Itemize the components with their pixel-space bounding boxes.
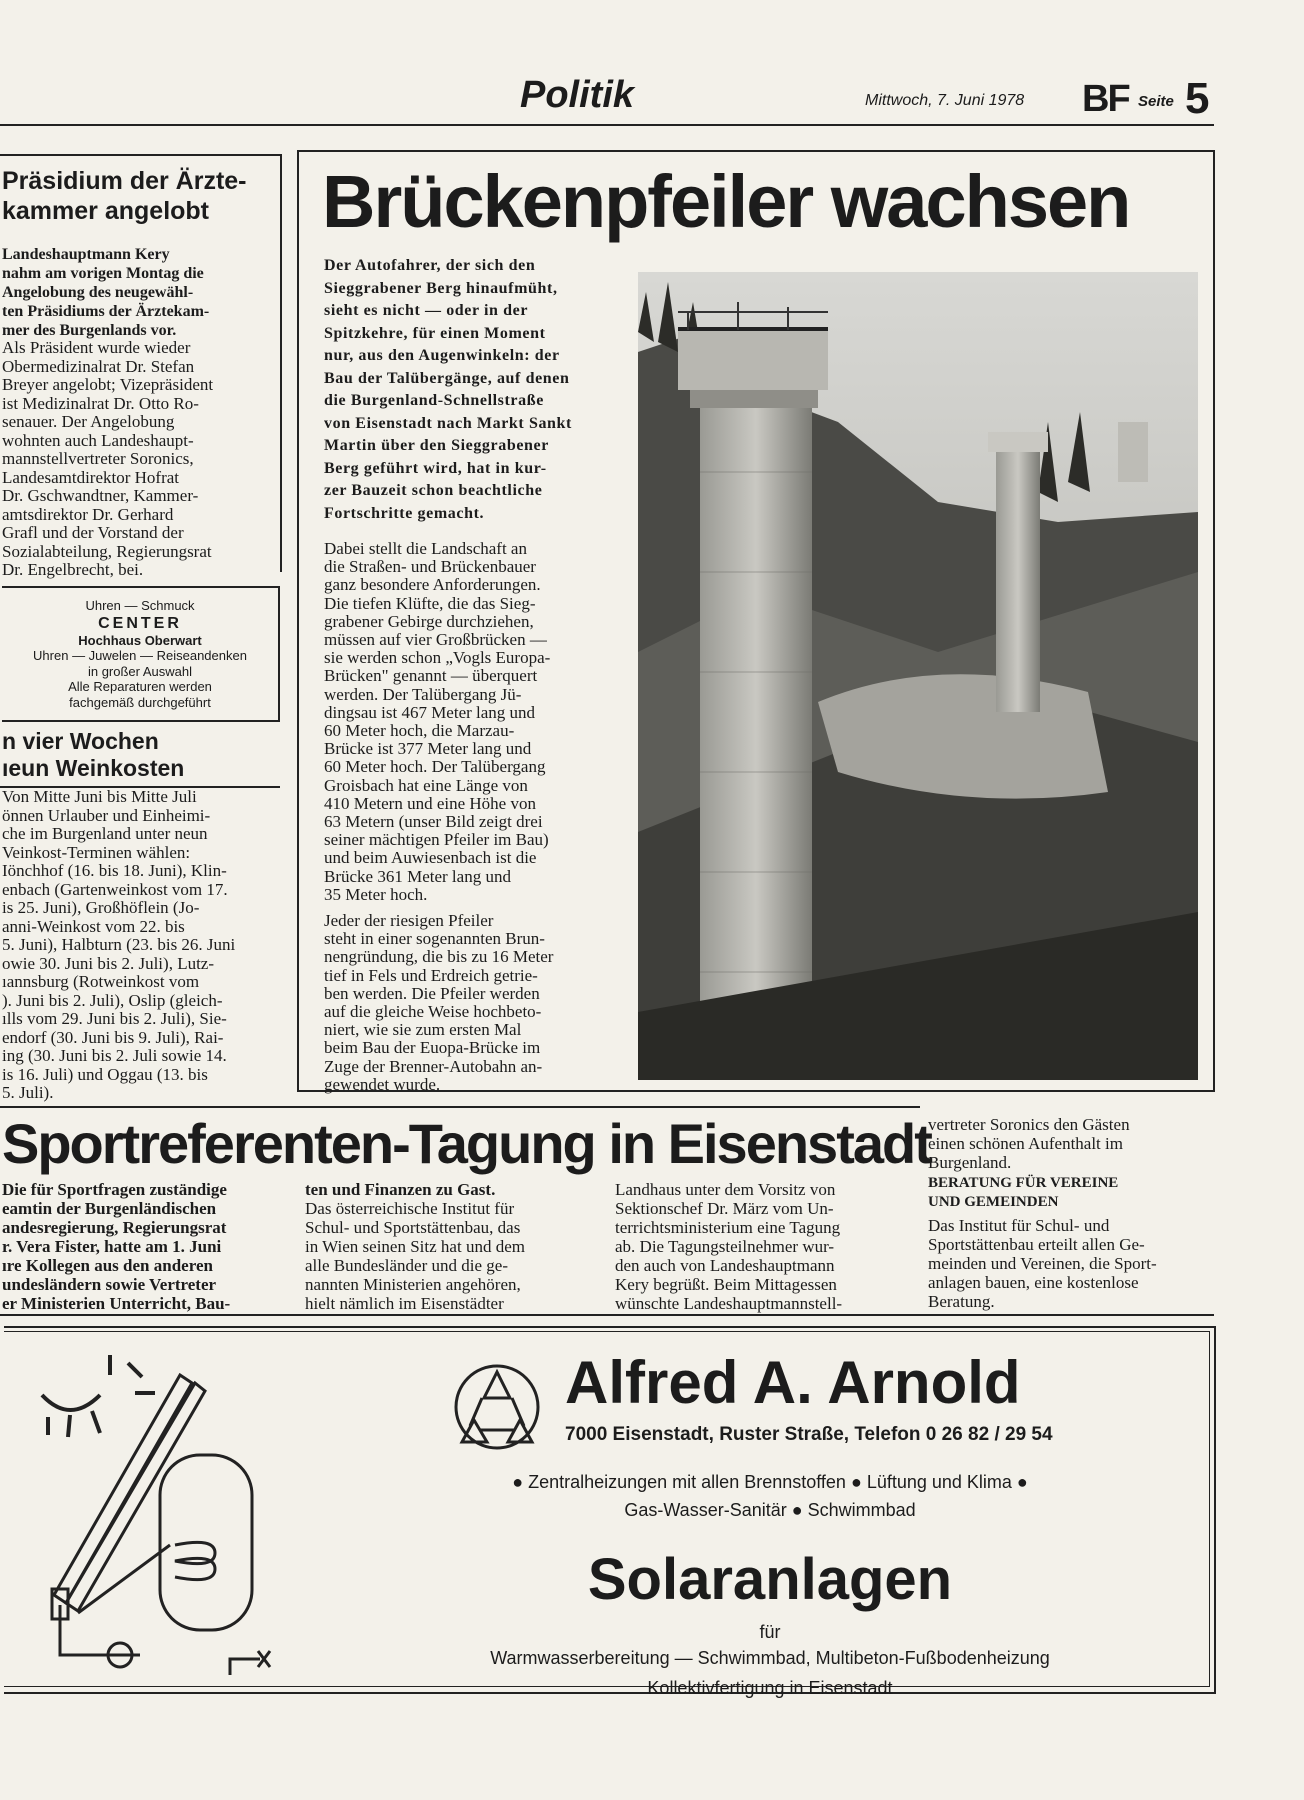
text-line: Landesamtdirektor Hofrat — [2, 467, 180, 487]
praesidium-body — [2, 339, 280, 580]
text-line: Das österreichische Institut für — [305, 1199, 515, 1218]
praesidium-headline — [2, 166, 280, 226]
text-line: BERATUNG FÜR VEREINE — [928, 1175, 1119, 1191]
column-rule — [280, 154, 282, 572]
text-line: ist Medizinalrat Dr. Otto Ro- — [2, 393, 199, 413]
text-line: dingsau ist 467 Meter lang und — [324, 702, 536, 722]
text-line: Spitzkehre, für einen Moment — [324, 324, 546, 342]
ad-line: Alle Reparaturen werden — [68, 679, 212, 694]
text-line: müssen auf vier Großbrücken — — [324, 630, 547, 650]
text-line: enbach (Gartenweinkost vom 17. — [2, 879, 228, 899]
praesidium-lead — [2, 245, 280, 340]
text-line: 60 Meter hoch. Der Talübergang — [324, 757, 546, 777]
text-line: Dr. Engelbrecht, bei. — [2, 560, 144, 579]
solar-production: Kollektivfertigung in Eisenstadt — [647, 1678, 893, 1698]
text-line: alle Bundesländer und die ge- — [305, 1256, 508, 1275]
text-line: undesländern sowie Vertreter — [2, 1275, 217, 1294]
ad-line: fachgemäß durchgeführt — [69, 694, 211, 710]
main-headline: Brückenpfeiler wachsen — [322, 160, 1130, 243]
text-line: ). Juni bis 2. Juli), Oslip (gleich- — [2, 990, 223, 1010]
text-line: ten und Finanzen zu Gast. — [305, 1180, 496, 1199]
headline-line: ıeun Weinkosten — [2, 755, 185, 781]
services-line: ● Zentralheizungen mit allen Brennstoffen ● Lüftung und Klima ● — [512, 1472, 1028, 1492]
text-line: tief in Fels und Erdreich getrie- — [324, 965, 538, 985]
text-line: vertreter Soronics den Gästen — [928, 1115, 1130, 1134]
section-rule — [0, 1314, 1214, 1316]
text-line: niert, wie sie zum ersten Mal — [324, 1020, 522, 1040]
page-label: Seite — [1138, 93, 1174, 110]
company-name: Alfred A. Arnold — [565, 1349, 1021, 1416]
text-line: er Ministerien Unterricht, Bau- — [2, 1294, 231, 1313]
text-line: Von Mitte Juni bis Mitte Juli — [2, 787, 197, 806]
text-line: Dr. Gschwandtner, Kammer- — [2, 486, 199, 505]
text-line: Landhaus unter dem Vorsitz von — [615, 1180, 836, 1199]
sport-column — [928, 1115, 1218, 1172]
ad-line: Uhren — Juwelen — Reiseandenken — [33, 648, 247, 663]
sport-column — [2, 1180, 288, 1313]
text-line: die Straßen- und Brückenbauer — [324, 557, 536, 577]
text-line: gewendet wurde. — [324, 1074, 441, 1094]
text-line: Brücken" genannt — überquert — [324, 666, 538, 686]
solar-title: Solaranlagen — [587, 1547, 953, 1612]
headline-line: kammer angelobt — [2, 197, 210, 225]
text-line: Schul- und Sportstättenbau, das — [305, 1218, 521, 1237]
text-line: Als Präsident wurde wieder — [2, 338, 191, 357]
text-line: Iönchhof (16. bis 18. Juni), Klin- — [2, 861, 227, 880]
text-line: Kery begrüßt. Beim Mittagessen — [615, 1275, 837, 1294]
text-line: Burgenland. — [928, 1153, 1012, 1172]
main-paragraph — [324, 540, 620, 904]
text-line: Der Autofahrer, der sich den — [324, 257, 536, 274]
main-paragraph — [324, 912, 620, 1094]
text-line: Die tiefen Klüfte, die das Sieg- — [324, 593, 536, 613]
text-line: nahm am vorigen Montag die — [2, 265, 204, 282]
text-line: 60 Meter hoch, die Marzau- — [324, 721, 515, 741]
text-line: Berg geführt wird, hat in kur- — [324, 459, 547, 477]
services-line: Gas-Wasser-Sanitär ● Schwimmbad — [624, 1500, 916, 1520]
solar-collector-illustration — [30, 1345, 310, 1675]
text-line: owie 30. Juni bis 2. Juli), Lutz- — [2, 953, 215, 973]
arnold-logo-icon — [452, 1362, 542, 1452]
text-line: eamtin der Burgenländischen — [2, 1199, 217, 1218]
text-line: nannten Ministerien angehören, — [305, 1275, 521, 1294]
text-line: Veinkost-Terminen wählen: — [2, 842, 191, 862]
text-line: ten Präsidiums der Ärztekam- — [2, 303, 210, 320]
text-line: ıre Kollegen aus den anderen — [2, 1256, 213, 1275]
header-rule — [0, 124, 1214, 126]
section-rule — [0, 1106, 920, 1108]
text-line: 63 Metern (unser Bild zeigt drei — [324, 812, 543, 832]
text-line: seiner mächtigen Pfeiler im Bau) — [324, 830, 549, 850]
text-line: Angelobung des neugewähl- — [2, 284, 194, 301]
text-line: sieht es nicht — oder in der — [324, 302, 529, 319]
text-line: senauer. Der Angelobung — [2, 412, 175, 431]
text-line: che im Burgenland unter neun — [2, 824, 208, 843]
text-line: den auch von Landeshauptmann — [615, 1256, 835, 1275]
solar-for-label: für — [759, 1622, 781, 1642]
text-line: von Eisenstadt nach Markt Sankt — [324, 414, 572, 432]
sport-column — [928, 1216, 1218, 1311]
text-line: beim Bau der Euopa-Brücke im — [324, 1038, 541, 1058]
sport-column — [615, 1180, 911, 1313]
sport-column — [305, 1180, 595, 1313]
text-line: Fortschritte gemacht. — [324, 504, 485, 522]
ad-line: in großer Auswahl — [87, 663, 193, 679]
text-line: Das Institut für Schul- und — [928, 1216, 1110, 1235]
text-line: ıannsburg (Rotweinkost vom — [2, 972, 200, 991]
text-line: mannstellvertreter Soronics, — [2, 449, 194, 468]
sport-headline: Sportreferenten-Tagung in Eisenstadt — [2, 1112, 931, 1175]
text-line: Brücke 361 Meter lang und — [324, 866, 511, 886]
text-line: 5. Juli). — [2, 1083, 54, 1102]
text-line: Sozialabteilung, Regierungsrat — [2, 541, 212, 561]
text-line: UND GEMEINDEN — [928, 1194, 1059, 1210]
text-line: 410 Metern und eine Höhe von — [324, 793, 536, 813]
newspaper-logo: BF — [1082, 78, 1129, 120]
text-line: auf die gleiche Weise hochbeto- — [324, 1002, 542, 1022]
text-line: Breyer angelobt; Vizepräsident — [2, 375, 214, 394]
text-line: anlagen bauen, eine kostenlose — [928, 1273, 1139, 1292]
weinkost-body — [2, 788, 280, 1103]
bridge-pillars-photo — [638, 272, 1198, 1080]
text-line: einen schönen Aufenthalt im — [928, 1134, 1123, 1153]
main-lead — [324, 255, 620, 525]
text-line: ben werden. Die Pfeiler werden — [324, 983, 540, 1003]
text-line: nengründung, die bis zu 16 Meter — [324, 947, 554, 967]
ad-brand: CENTER — [98, 614, 182, 632]
text-line: ab. Die Tagungsteilnehmer wur- — [615, 1237, 835, 1256]
solar-uses: Warmwasserbereitung — Schwimmbad, Multibeton-Fußbodenheizung — [490, 1648, 1050, 1668]
text-line: Brücke ist 377 Meter lang und — [324, 739, 532, 759]
headline-line: n vier Wochen — [2, 728, 159, 754]
text-line: is 25. Juni), Großhöflein (Jo- — [2, 898, 200, 917]
text-line: amtsdirektor Dr. Gerhard — [2, 504, 174, 524]
text-line: endorf (30. Juni bis 9. Juli), Rai- — [2, 1027, 224, 1047]
text-line: Obermedizinalrat Dr. Stefan — [2, 356, 195, 376]
text-line: sie werden schon „Vogls Europa- — [324, 648, 551, 668]
center-ad — [2, 586, 280, 722]
page-number: 5 — [1185, 74, 1210, 123]
text-line: is 16. Juli) und Oggau (13. bis — [2, 1064, 208, 1084]
text-line: Groisbach hat eine Länge von — [324, 775, 528, 795]
text-line: terrichtsministerium eine Tagung — [615, 1218, 841, 1237]
text-line: 5. Juni), Halbturn (23. bis 26. Juni — [2, 935, 236, 954]
text-line: anni-Weinkost vom 22. bis — [2, 916, 185, 936]
text-line: Zuge der Brenner-Autobahn an- — [324, 1056, 543, 1076]
text-line: werden. Der Talübergang Jü- — [324, 684, 522, 704]
text-line: in Wien seinen Sitz hat und dem — [305, 1237, 525, 1256]
text-line: ing (30. Juni bis 2. Juli sowie 14. — [2, 1046, 227, 1065]
text-line: meinden und Vereinen, die Sport- — [928, 1254, 1157, 1273]
text-line: mer des Burgenlands vor. — [2, 322, 177, 339]
text-line: Jeder der riesigen Pfeiler — [324, 911, 494, 930]
sport-subheading — [928, 1174, 1218, 1212]
headline-line: Präsidium der Ärzte- — [2, 167, 247, 195]
text-line: hielt nämlich im Eisenstädter — [305, 1294, 504, 1313]
text-line: zer Bauzeit schon beachtliche — [324, 482, 543, 499]
text-line: steht in einer sogenannten Brun- — [324, 929, 545, 949]
text-line: Bau der Talübergänge, auf denen — [324, 369, 570, 387]
text-line: 35 Meter hoch. — [324, 884, 428, 904]
text-line: Grafl und der Vorstand der — [2, 523, 184, 542]
text-line: Sektionschef Dr. März vom Un- — [615, 1199, 834, 1218]
text-line: die Burgenland-Schnellstraße — [324, 392, 544, 409]
text-line: r. Vera Fister, hatte am 1. Juni — [2, 1237, 222, 1256]
text-line: wohnten auch Landeshaupt- — [2, 430, 194, 450]
weinkost-headline — [2, 728, 280, 782]
text-line: nur, aus den Augenwinkeln: der — [324, 347, 560, 364]
text-line: Sportstättenbau erteilt allen Ge- — [928, 1235, 1145, 1254]
text-line: Landeshauptmann Kery — [2, 246, 170, 263]
section-title: Politik — [520, 74, 635, 116]
text-line: andesregierung, Regierungsrat — [2, 1218, 227, 1237]
text-line: ılls vom 29. Juni bis 2. Juli), Sie- — [2, 1009, 227, 1028]
text-line: Dabei stellt die Landschaft an — [324, 539, 527, 558]
column-rule — [0, 154, 280, 156]
company-address: 7000 Eisenstadt, Ruster Straße, Telefon 0 26 82 / 29 54 — [565, 1424, 1053, 1445]
text-line: wünschte Landeshauptmannstell- — [615, 1294, 843, 1313]
text-line: önnen Urlauber und Einheimi- — [2, 805, 211, 825]
ad-line: Uhren — Schmuck — [85, 598, 195, 613]
ad-location: Hochhaus Oberwart — [78, 632, 202, 648]
text-line: ganz besondere Anforderungen. — [324, 575, 541, 595]
text-line: grabener Gebirge durchziehen, — [324, 611, 534, 631]
text-line: Sieggrabener Berg hinaufmüht, — [324, 279, 558, 297]
text-line: Beratung. — [928, 1292, 995, 1311]
text-line: Martin über den Sieggrabener — [324, 437, 549, 454]
text-line: und beim Auwiesenbach ist die — [324, 848, 537, 868]
issue-date: Mittwoch, 7. Juni 1978 — [865, 92, 1025, 109]
text-line: Die für Sportfragen zuständige — [2, 1180, 227, 1199]
